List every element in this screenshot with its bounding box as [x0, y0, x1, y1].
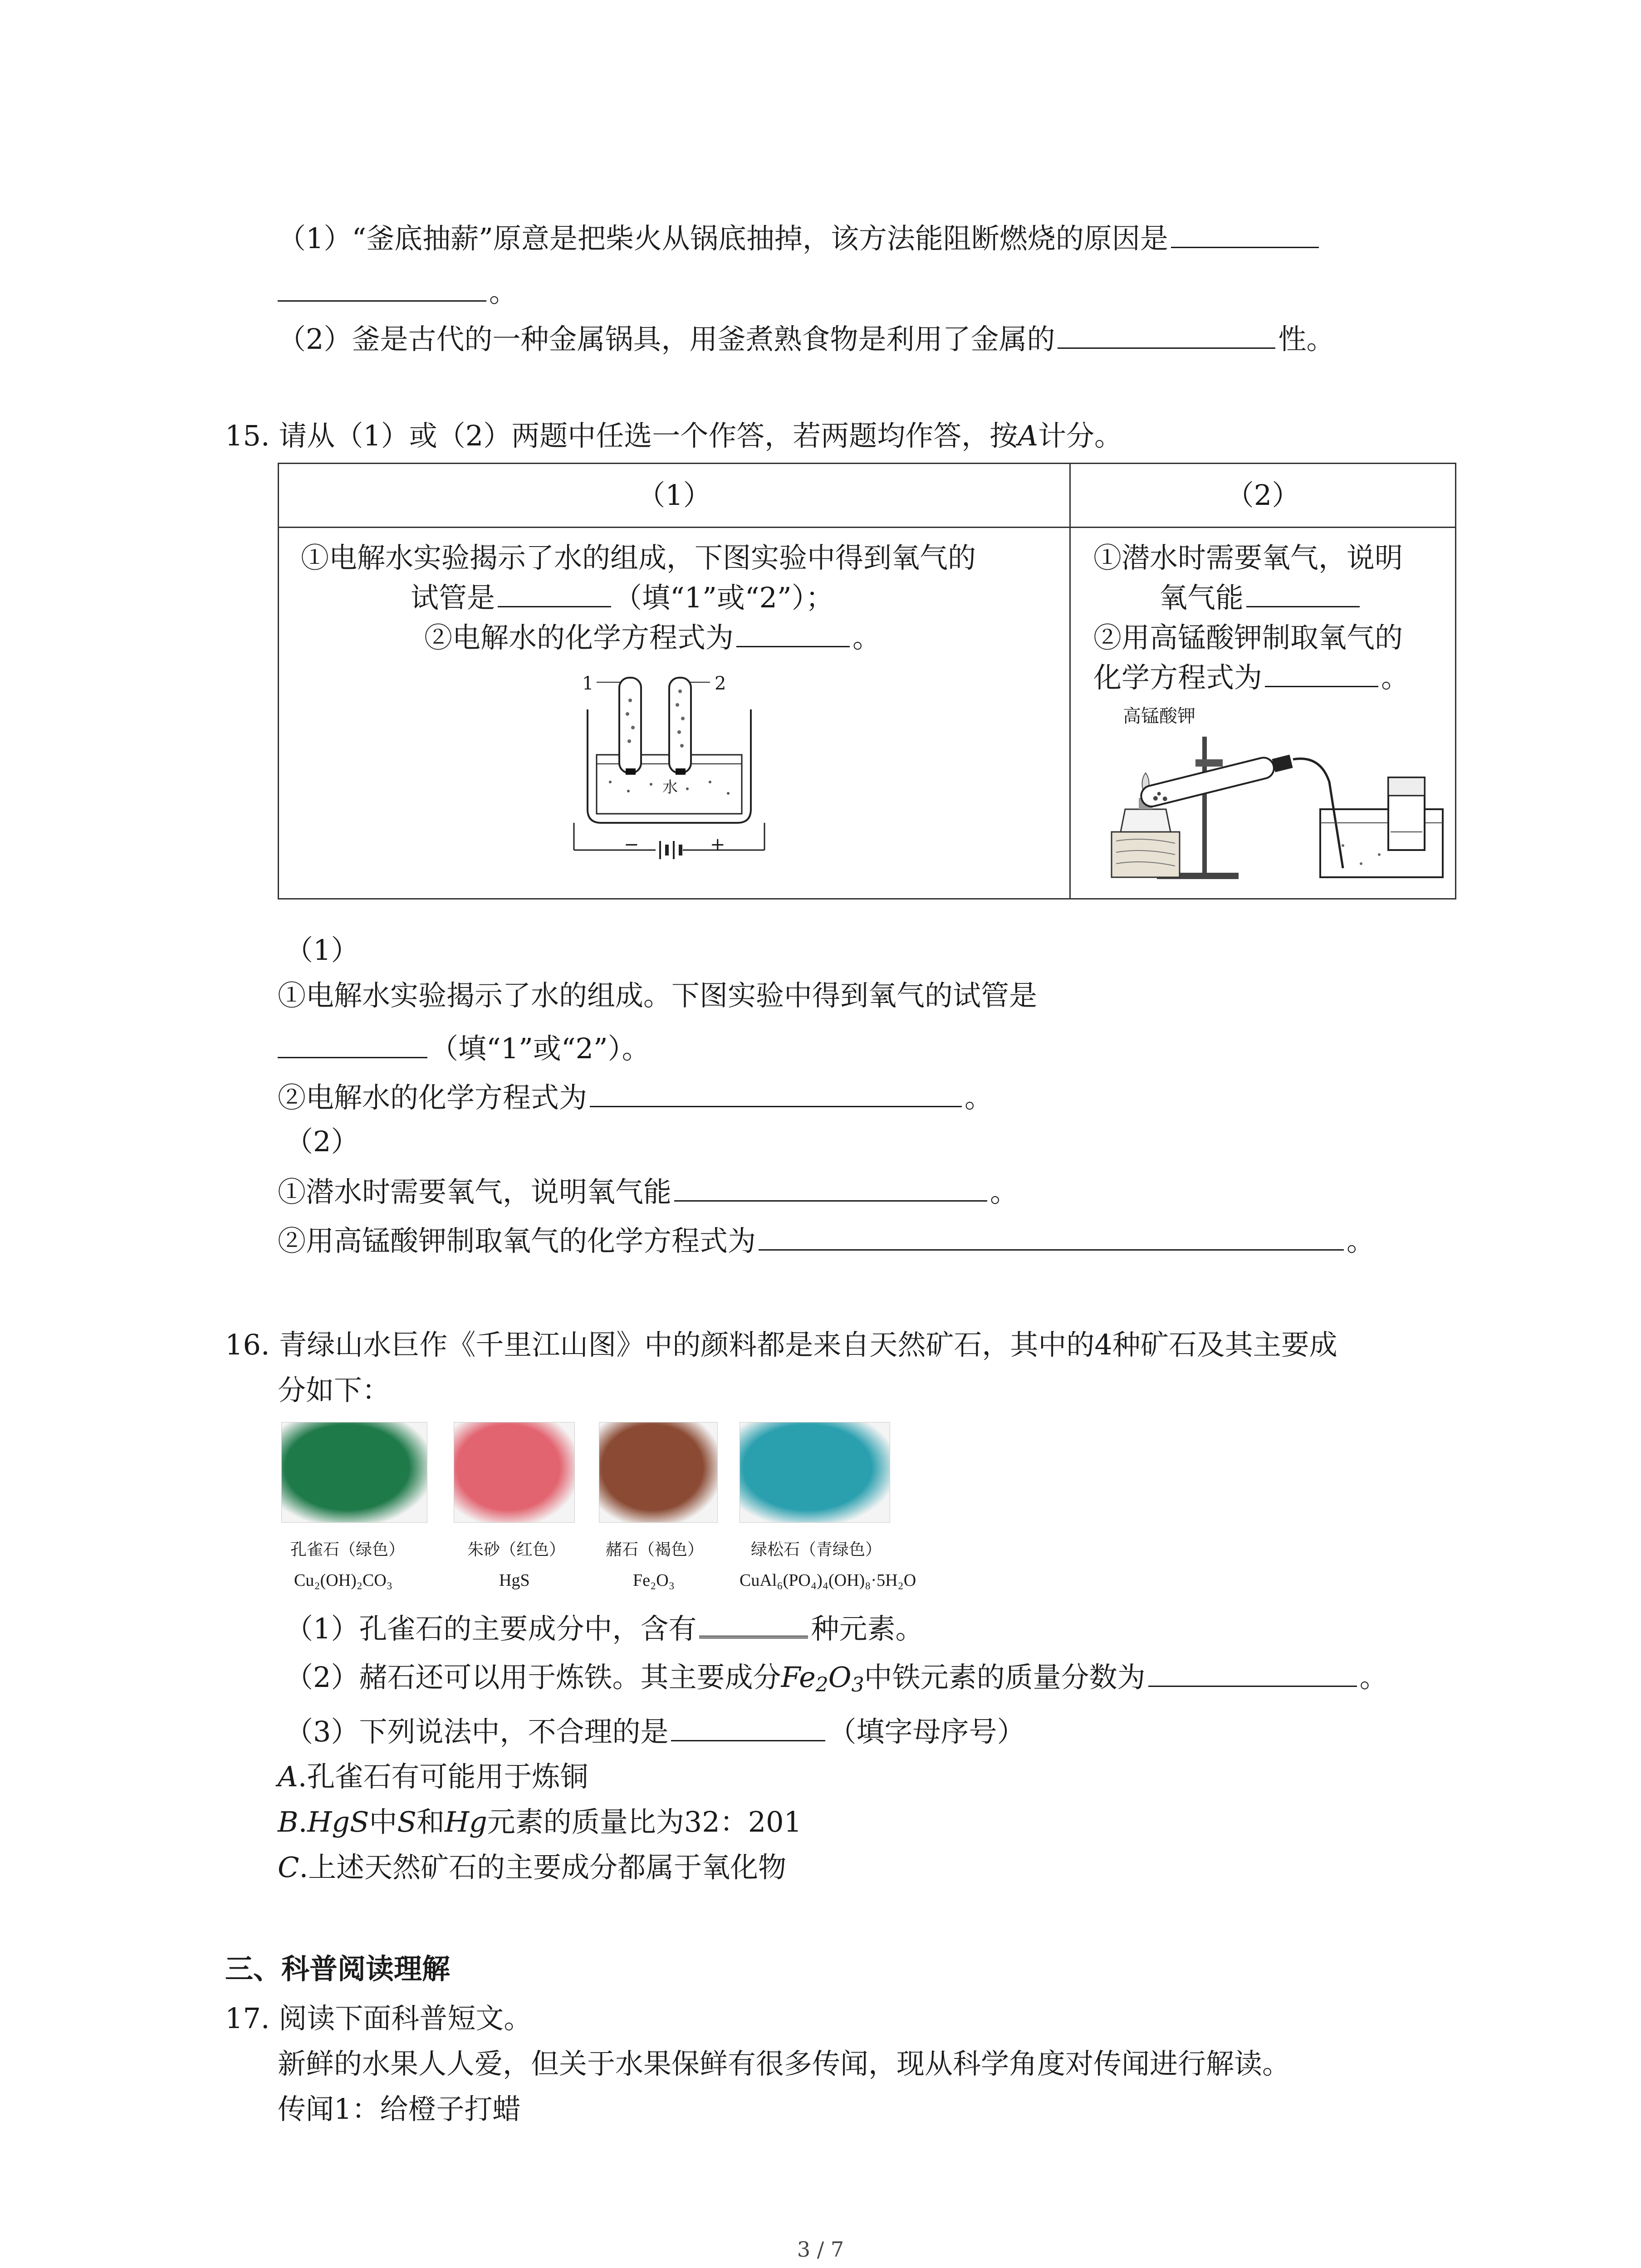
- answer-blank[interactable]: [759, 1219, 1344, 1251]
- answer-blank[interactable]: [736, 619, 850, 647]
- question-number: 15.: [225, 419, 270, 452]
- q16-sub3: （3）下列说法中，不合理的是 （填字母序号）: [285, 1710, 1025, 1752]
- mineral-formula: HgS: [499, 1571, 530, 1590]
- q16-stem-line1: 16. 青绿山水巨作《千里江山图》中的颜料都是来自天然矿石，其中的4种矿石及其主要成: [225, 1328, 1337, 1361]
- answer-blank[interactable]: [1246, 579, 1360, 607]
- tube-label-1: 1: [582, 673, 594, 694]
- mineral-formula: CuAl₆(PO₄)₄(OH)₈·5H₂O: [740, 1571, 916, 1590]
- minus-sign: −: [624, 834, 639, 855]
- q14-part2-text: （2）釜是古代的一种金属锅具，用釜煮熟食物是利用了金属的: [278, 323, 1055, 356]
- answer-blank[interactable]: [498, 579, 611, 607]
- q15-answer-part1-head: （1）: [285, 934, 359, 967]
- answer-blank[interactable]: [590, 1076, 962, 1107]
- q15-answer-1a: ①电解水实验揭示了水的组成。下图实验中得到氧气的试管是: [278, 979, 1038, 1012]
- q17-line2: 新鲜的水果人人爱，但关于水果保鲜有很多传闻，现从科学角度对传闻进行解读。: [278, 2047, 1291, 2080]
- answer-blank[interactable]: [278, 270, 486, 302]
- water-label: 水: [662, 778, 678, 797]
- q16-option-c: C.上述天然矿石的主要成分都属于氧化物: [278, 1851, 787, 1884]
- answer-blank[interactable]: [1058, 318, 1275, 349]
- q15-answer-part2-head: （2）: [285, 1125, 359, 1158]
- answer-blank[interactable]: [1148, 1656, 1357, 1687]
- mineral-name: 赭石（褐色）: [606, 1540, 704, 1559]
- mineral-formula: Fe₂O₃: [633, 1571, 675, 1590]
- plus-sign: +: [710, 834, 725, 855]
- table-cell-1: ①电解水实验揭示了水的组成，下图实验中得到氧气的 试管是 （填“1”或“2”）； ②电解水的化学方程式为 。 1 2 水 − +: [279, 528, 1070, 899]
- page-number: 3 / 7: [797, 2237, 844, 2262]
- q16-option-b: B.HgS中S和Hg元素的质量比为32：201: [278, 1805, 802, 1838]
- q14-part1-cont: 。: [278, 270, 517, 313]
- table-head-2: （2）: [1070, 464, 1456, 528]
- exam-page: （1）“釜底抽薪”原意是把柴火从锅底抽掉，该方法能阻断燃烧的原因是 。 （2）釜是古代的一种金属锅具，用釜煮熟食物是利用了金属的 性。 15. 请从（1）或（2）两题中任选一个作答，若两题均作答，按A计分。 （1） （2） ①电解水实验揭示了水的组成，下图实验中得到氧气的 试管是 （填“1”或“2”）； ②电解水的化学方程式为 。 1 2 水 − + ①潜水时需要氧气，说明 氧气能 ②用高锰酸钾制取氧气的 化学方程式为 。 高锰酸钾 （1） ①电解水实验揭示了水的组成。下图实验中得到氧气的试管是 （填“1”或“2”）。 ②电解水的化学方程式为 。 （2） ①潜水时需要氧气，说明氧气能 。 ②用高锰酸钾制取氧气的化学方程式为 。 16. 青绿山水巨作《千里江山图》中的颜料都是来自天然矿石，其中的4种矿石及其主要成 分如下： 孔雀石（绿色） 朱砂（红色） 赭石（褐色） 绿松石（青绿色） Cu₂(OH)₂CO₃ HgS Fe₂O₃ CuAl₆(PO₄)₄(OH)₈·5H₂O （1）孔雀石的主要成分中，含有 种元素。 （2）赭石还可以用于炼铁。其主要成分$Fe_2O_3$中铁元素的质量分数为 。 （3）下列说法中，不合理的是 （填字母序号） A.孔雀石有可能用于炼铜 B.HgS中S和Hg元素的质量比为32：201 C.上述天然矿石的主要成分都属于氧化物 三、科普阅读理解 17. 阅读下面科普短文。 新鲜的水果人人爱，但关于水果保鲜有很多传闻，现从科学角度对传闻进行解读。 传闻1：给橙子打蜡 3 / 7: [0, 0, 1641, 2268]
- q16-sub2: （2）赭石还可以用于炼铁。其主要成分$Fe_2O_3$中铁元素的质量分数为 。: [285, 1656, 1388, 1706]
- hematite-image: [599, 1422, 718, 1523]
- table-cell-2: ①潜水时需要氧气，说明 氧气能 ②用高锰酸钾制取氧气的 化学方程式为 。 高锰酸钾: [1070, 528, 1456, 899]
- question-number: 17.: [225, 2002, 270, 2035]
- q15-choice-table: [278, 463, 1456, 899]
- answer-blank[interactable]: [674, 1170, 987, 1202]
- mineral-formula: Cu₂(OH)₂CO₃: [294, 1571, 393, 1590]
- answer-blank[interactable]: [1171, 217, 1319, 248]
- mineral-name: 孔雀石（绿色）: [290, 1540, 405, 1559]
- q17-line1: 17. 阅读下面科普短文。: [225, 2002, 532, 2035]
- electrolysis-apparatus-diagram: [569, 673, 769, 864]
- answer-blank[interactable]: [278, 1027, 427, 1058]
- oxygen-preparation-diagram: [1107, 728, 1452, 891]
- q16-stem-line2: 分如下：: [278, 1374, 391, 1407]
- q15-stem: 15. 请从（1）或（2）两题中任选一个作答，若两题均作答，按A计分。: [225, 419, 1123, 452]
- q16-sub1: （1）孔雀石的主要成分中，含有 种元素。: [285, 1606, 923, 1649]
- q14-part2: （2）釜是古代的一种金属锅具，用釜煮熟食物是利用了金属的 性。: [278, 318, 1334, 360]
- tube-label-2: 2: [715, 673, 726, 694]
- q17-line3: 传闻1：给橙子打蜡: [278, 2092, 521, 2126]
- q14-part1-text: （1）“釜底抽薪”原意是把柴火从锅底抽掉，该方法能阻断燃烧的原因是: [278, 222, 1168, 255]
- malachite-image: [281, 1422, 427, 1523]
- section-title: 三、科普阅读理解: [225, 1952, 451, 1985]
- answer-blank[interactable]: [671, 1710, 825, 1741]
- mineral-name: 绿松石（青绿色）: [751, 1540, 882, 1559]
- cinnabar-image: [454, 1422, 575, 1523]
- table-head-1: （1）: [279, 464, 1070, 528]
- turquoise-image: [740, 1422, 890, 1523]
- mineral-name: 朱砂（红色）: [467, 1540, 566, 1559]
- answer-blank[interactable]: [1265, 659, 1378, 687]
- question-number: 16.: [225, 1328, 270, 1361]
- answer-blank[interactable]: [699, 1606, 808, 1638]
- kmno4-label: 高锰酸钾: [1123, 706, 1195, 727]
- q14-part1: [278, 217, 1322, 259]
- q16-option-a: A.孔雀石有可能用于炼铜: [278, 1760, 588, 1793]
